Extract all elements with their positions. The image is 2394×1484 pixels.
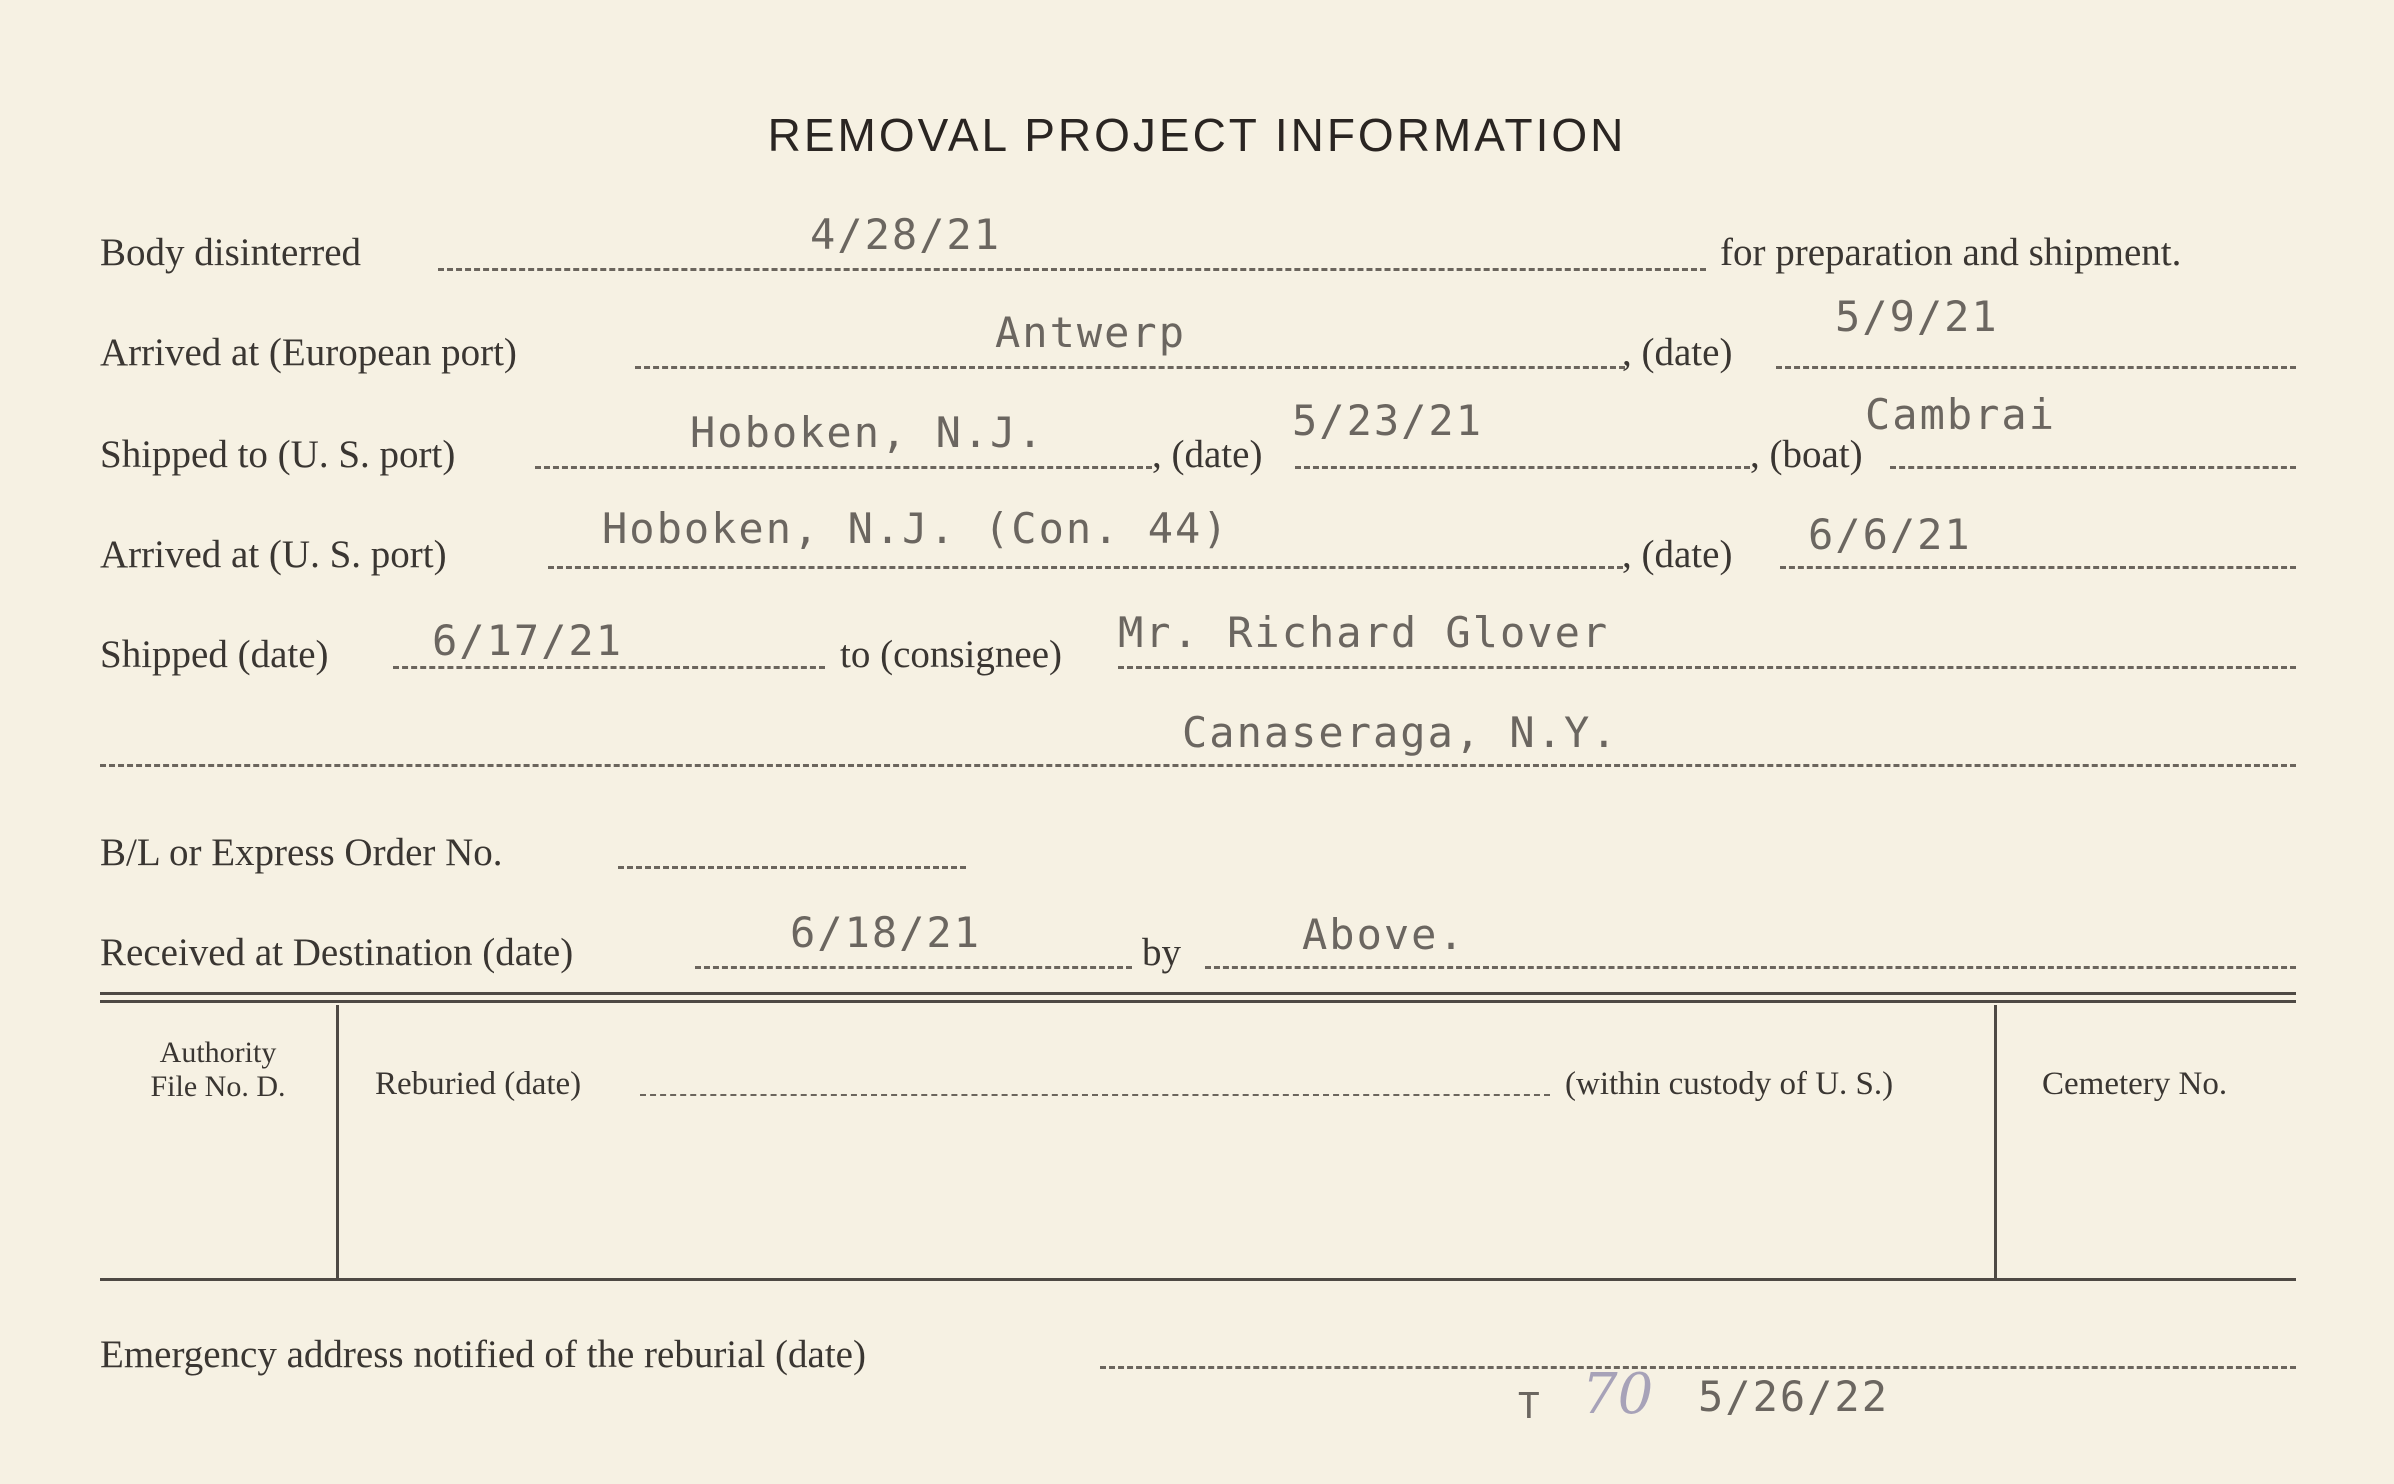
authority-label <box>118 1036 318 1104</box>
shipped-us-boat: Cambrai <box>1865 390 2057 439</box>
arrived-european-date: 5/9/21 <box>1835 292 1999 341</box>
address-line <box>100 764 2296 767</box>
shipped-us-boat-line <box>1890 466 2296 469</box>
arrived-european-label: Arrived at (European port) <box>100 331 517 374</box>
consignee-address: Canaseraga, N.Y. <box>1182 708 1619 757</box>
received-date: 6/18/21 <box>790 908 982 957</box>
shipped-us-label: Shipped to (U. S. port) <box>100 433 456 476</box>
arrived-european-line <box>635 366 1625 369</box>
arrived-us-line <box>548 566 1623 569</box>
received-by-label: by <box>1142 931 1181 974</box>
arrived-us-date-label: , (date) <box>1622 533 1733 576</box>
received-label: Received at Destination (date) <box>100 931 574 974</box>
table-top-rule <box>100 992 2296 995</box>
arrived-european-date-line <box>1776 366 2296 369</box>
reburied-line <box>640 1094 1550 1096</box>
arrived-us-date-line <box>1780 566 2296 569</box>
arrived-european-date-label: , (date) <box>1622 331 1733 374</box>
shipped-us-date: 5/23/21 <box>1292 396 1484 445</box>
shipped-us-value: Hoboken, N.J. <box>690 408 1045 457</box>
table-divider-left <box>336 1005 339 1280</box>
consignee-label: to (consignee) <box>840 633 1063 676</box>
table-bottom-rule <box>100 1278 2296 1281</box>
table-top-rule-2 <box>100 1000 2296 1003</box>
bl-label: B/L or Express Order No. <box>100 831 503 874</box>
custody-label: (within custody of U. S.) <box>1565 1066 1894 1102</box>
body-disinterred-value: 4/28/21 <box>810 210 1002 259</box>
authority-line-2: File No. D. <box>150 1070 286 1103</box>
received-by: Above. <box>1302 910 1466 959</box>
received-date-line <box>695 966 1132 969</box>
emergency-date: 5/26/22 <box>1698 1372 1890 1421</box>
card-title: REMOVAL PROJECT INFORMATION <box>767 109 1627 161</box>
table-divider-right <box>1994 1005 1997 1280</box>
consignee-name: Mr. Richard Glover <box>1118 608 1610 657</box>
shipped-us-date-label: , (date) <box>1152 433 1263 476</box>
cemetery-label: Cemetery No. <box>2042 1066 2228 1102</box>
reburied-label: Reburied (date) <box>375 1066 582 1102</box>
arrived-us-date: 6/6/21 <box>1808 510 1972 559</box>
body-disinterred-suffix: for preparation and shipment. <box>1720 231 2182 274</box>
emergency-hand-mark: 70 <box>1582 1362 1654 1427</box>
received-by-line <box>1205 966 2296 969</box>
emergency-t-mark: T <box>1518 1386 1542 1427</box>
body-disinterred-label: Body disinterred <box>100 231 362 274</box>
shipped-us-line <box>535 466 1152 469</box>
consignee-line <box>1118 666 2296 669</box>
body-disinterred-line <box>438 268 1706 271</box>
shipped-us-boat-label: , (boat) <box>1750 433 1863 476</box>
arrived-european-value: Antwerp <box>995 308 1187 357</box>
emergency-label: Emergency address notified of the reburial (date) <box>100 1333 866 1376</box>
shipped-date-line <box>393 666 825 669</box>
shipped-date-label: Shipped (date) <box>100 633 329 676</box>
arrived-us-label: Arrived at (U. S. port) <box>100 533 447 576</box>
shipped-date: 6/17/21 <box>432 616 624 665</box>
shipped-us-date-line <box>1295 466 1750 469</box>
emergency-line <box>1100 1366 2296 1369</box>
arrived-us-value: Hoboken, N.J. (Con. 44) <box>602 504 1230 553</box>
bl-line <box>618 866 966 869</box>
authority-line-1: Authority <box>159 1036 277 1069</box>
